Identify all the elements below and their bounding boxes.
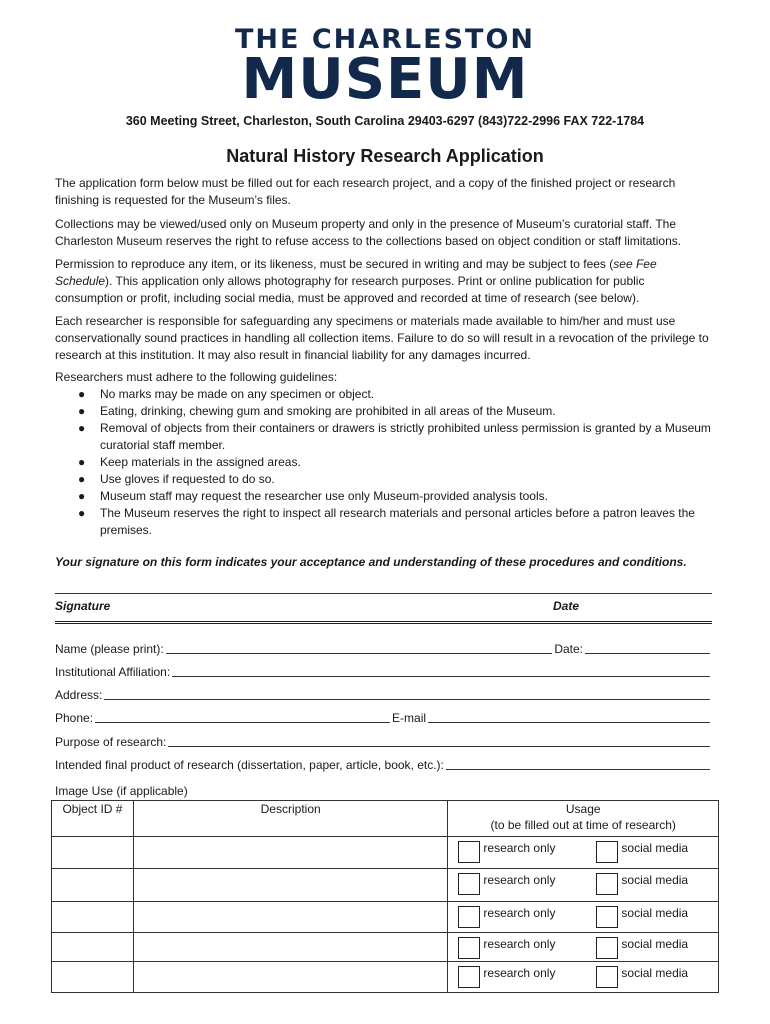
social-media-checkbox[interactable] bbox=[596, 841, 618, 863]
guideline-item: ● Museum staff may request the researcher use only Museum-provided analysis tools. bbox=[100, 488, 715, 505]
social-media-label: social media bbox=[621, 841, 689, 855]
social-media-label: social media bbox=[621, 937, 689, 951]
email-field[interactable] bbox=[428, 721, 710, 723]
description-header: Description bbox=[133, 801, 448, 837]
product-field[interactable] bbox=[446, 768, 710, 770]
usage-title: Usage bbox=[565, 802, 601, 816]
acceptance-statement: Your signature on this form indicates your acceptance and understanding of these procedures and conditions. bbox=[55, 555, 687, 569]
museum-logo-top: THE CHARLESTON bbox=[234, 24, 536, 55]
social-media-option[interactable] bbox=[596, 937, 688, 959]
table-row bbox=[52, 933, 719, 962]
phone-field[interactable] bbox=[95, 721, 390, 723]
signature-line[interactable] bbox=[55, 593, 712, 594]
guidelines-section bbox=[55, 369, 715, 539]
description-cell[interactable] bbox=[133, 933, 448, 962]
product-row bbox=[55, 756, 712, 772]
intro-paragraph: The application form below must be filled out for each research project, and a copy of the finished project or research finishing is requested for the Museum’s files. bbox=[55, 176, 676, 207]
address-label: Address: bbox=[55, 688, 103, 702]
object-id-cell[interactable] bbox=[52, 902, 134, 933]
research-only-checkbox[interactable] bbox=[458, 841, 480, 863]
social-media-checkbox[interactable] bbox=[596, 873, 618, 895]
research-only-option[interactable] bbox=[458, 873, 555, 895]
research-only-label: research only bbox=[483, 841, 556, 855]
usage-cell bbox=[448, 962, 719, 993]
purpose-field[interactable] bbox=[168, 745, 710, 747]
description-cell[interactable] bbox=[133, 869, 448, 902]
signature-label: Signature bbox=[55, 599, 111, 613]
fee-schedule-link: see Fee Schedule bbox=[55, 257, 657, 288]
guidelines-list bbox=[55, 386, 715, 539]
object-id-cell[interactable] bbox=[52, 869, 134, 902]
guideline-item: ● Eating, drinking, chewing gum and smoking are prohibited in all areas of the Museum. bbox=[100, 403, 715, 420]
research-only-checkbox[interactable] bbox=[458, 937, 480, 959]
research-only-label: research only bbox=[483, 937, 556, 951]
name-field[interactable] bbox=[166, 652, 553, 654]
guideline-item: ● Removal of objects from their containers or drawers is strictly prohibited unless permission is granted by a Museum curatorial staff member. bbox=[100, 420, 715, 454]
museum-logo-main: MUSEUM bbox=[241, 47, 529, 112]
usage-cell bbox=[448, 902, 719, 933]
purpose-row bbox=[55, 733, 712, 749]
affiliation-field[interactable] bbox=[172, 675, 710, 677]
product-label: Intended final product of research (dissertation, paper, article, book, etc.): bbox=[55, 758, 444, 772]
guidelines-intro: Researchers must adhere to the following guidelines: bbox=[55, 370, 338, 384]
affiliation-label: Institutional Affiliation: bbox=[55, 665, 171, 679]
museum-address: 360 Meeting Street, Charleston, South Carolina 29403-6297 (843)722-2996 FAX 722-1784 bbox=[125, 114, 645, 128]
image-use-table bbox=[51, 800, 719, 993]
research-only-label: research only bbox=[483, 906, 556, 920]
research-only-checkbox[interactable] bbox=[458, 906, 480, 928]
guideline-item: ● No marks may be made on any specimen or object. bbox=[100, 386, 715, 403]
usage-cell bbox=[448, 869, 719, 902]
table-row bbox=[52, 869, 719, 902]
contact-row bbox=[55, 709, 712, 725]
research-only-option[interactable] bbox=[458, 841, 555, 863]
guideline-item: ● Use gloves if requested to do so. bbox=[100, 471, 715, 488]
social-media-option[interactable] bbox=[596, 966, 688, 988]
object-id-cell[interactable] bbox=[52, 962, 134, 993]
guideline-item: ● The Museum reserves the right to inspect all research materials and personal articles before a patron leaves the premises. bbox=[100, 505, 715, 539]
email-label: E-mail bbox=[392, 711, 427, 725]
name-row bbox=[55, 640, 712, 656]
table-row bbox=[52, 962, 719, 993]
name-date-field[interactable] bbox=[585, 652, 710, 654]
permission-text-a: Permission to reproduce any item, or its likeness, must be secured in writing and may be subject to fees ( bbox=[55, 257, 614, 271]
object-id-header: Object ID # bbox=[52, 801, 134, 837]
guideline-item: ● Keep materials in the assigned areas. bbox=[100, 454, 715, 471]
social-media-label: social media bbox=[621, 906, 689, 920]
affiliation-row bbox=[55, 663, 712, 679]
table-row bbox=[52, 837, 719, 869]
permission-paragraph bbox=[55, 256, 715, 307]
permission-text-b: ). This application only allows photography for research purposes. Print or online publication for public consumption or profit, including social media, must be approved and recorded at time of research (see below). bbox=[55, 274, 645, 305]
research-only-option[interactable] bbox=[458, 937, 555, 959]
usage-cell bbox=[448, 933, 719, 962]
object-id-cell[interactable] bbox=[52, 837, 134, 869]
table-header-row bbox=[52, 801, 719, 837]
social-media-option[interactable] bbox=[596, 873, 688, 895]
purpose-label: Purpose of research: bbox=[55, 735, 167, 749]
phone-label: Phone: bbox=[55, 711, 94, 725]
table-row bbox=[52, 902, 719, 933]
address-row bbox=[55, 686, 712, 702]
object-id-cell[interactable] bbox=[52, 933, 134, 962]
form-title: Natural History Research Application bbox=[226, 146, 544, 166]
usage-subtitle: (to be filled out at time of research) bbox=[490, 818, 676, 832]
name-label: Name (please print): bbox=[55, 642, 164, 656]
divider bbox=[55, 621, 712, 624]
collections-paragraph: Collections may be viewed/used only on Museum property and only in the presence of Museum’s curatorial staff. The Charleston Museum reserves the right to refuse access to the collections based on object condition or staff limitations. bbox=[55, 217, 682, 248]
description-cell[interactable] bbox=[133, 962, 448, 993]
social-media-checkbox[interactable] bbox=[596, 937, 618, 959]
description-cell[interactable] bbox=[133, 902, 448, 933]
research-only-label: research only bbox=[483, 966, 556, 980]
address-field[interactable] bbox=[104, 698, 710, 700]
research-only-checkbox[interactable] bbox=[458, 966, 480, 988]
usage-header bbox=[448, 801, 719, 837]
social-media-label: social media bbox=[621, 873, 689, 887]
responsibility-paragraph: Each researcher is responsible for safeguarding any specimens or materials made available to him/her and must use conservationally sound practices in handling all collection items. Failure to do so will result in a revocation of the privilege to research at this institution. It may also result in financial liability for any damages incurred. bbox=[55, 314, 709, 362]
social-media-option[interactable] bbox=[596, 841, 688, 863]
social-media-checkbox[interactable] bbox=[596, 906, 618, 928]
research-only-option[interactable] bbox=[458, 906, 555, 928]
usage-cell bbox=[448, 837, 719, 869]
research-only-label: research only bbox=[483, 873, 556, 887]
social-media-option[interactable] bbox=[596, 906, 688, 928]
description-cell[interactable] bbox=[133, 837, 448, 869]
research-only-checkbox[interactable] bbox=[458, 873, 480, 895]
date-label: Date bbox=[553, 599, 580, 613]
name-date-label: Date: bbox=[554, 642, 583, 656]
social-media-checkbox[interactable] bbox=[596, 966, 618, 988]
research-only-option[interactable] bbox=[458, 966, 555, 988]
social-media-label: social media bbox=[621, 966, 689, 980]
image-use-heading: Image Use (if applicable) bbox=[55, 784, 188, 798]
